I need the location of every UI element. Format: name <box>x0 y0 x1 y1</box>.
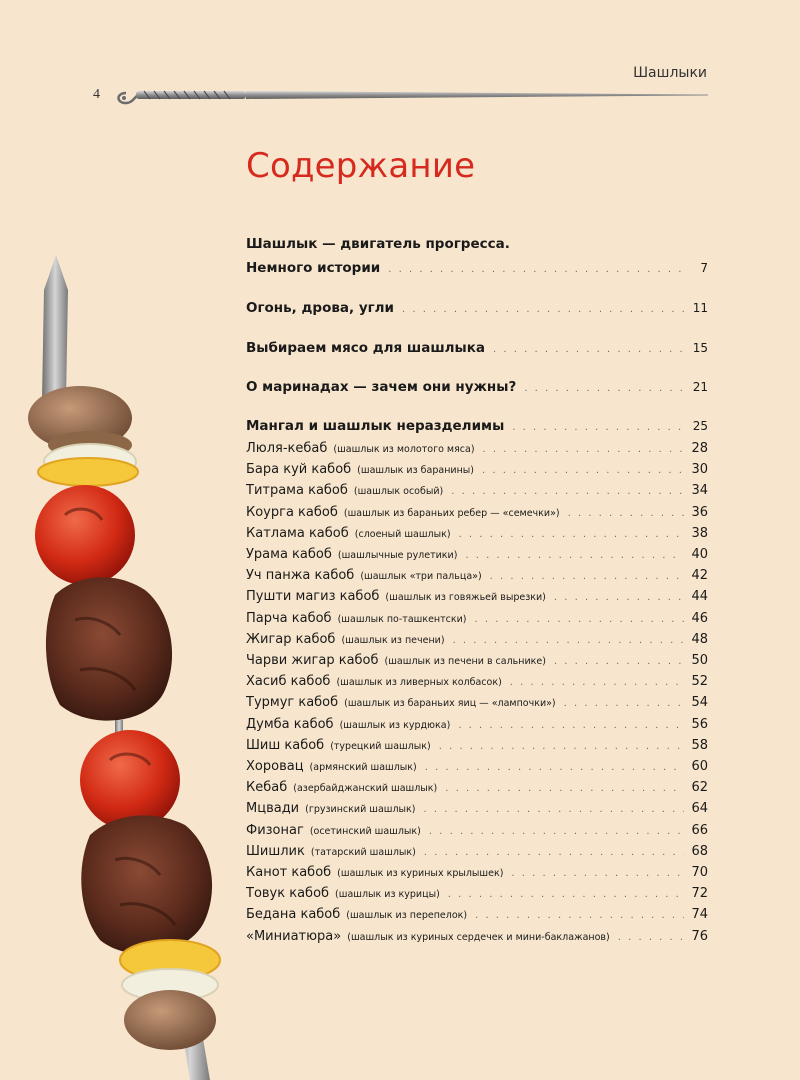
toc-entry-page: 68 <box>691 843 708 859</box>
toc-entry-subtitle: (шашлык из перепелок) <box>346 910 468 922</box>
toc-entry-subtitle: (шашлык «три пальца») <box>360 571 482 583</box>
toc-entry-subtitle: (шашлык из куриных сердечек и мини-баклажанов) <box>347 931 610 943</box>
leader-dots <box>425 762 684 773</box>
toc-entry[interactable] <box>246 886 708 901</box>
toc-entry-page: 58 <box>691 737 708 753</box>
toc-entry-name: Физонаг <box>246 822 304 838</box>
toc-entry-name: Катлама кабоб <box>246 525 349 541</box>
toc-entry[interactable] <box>246 568 708 583</box>
leader-dots <box>451 486 684 497</box>
toc-entry-page: 66 <box>691 822 708 838</box>
toc-entry[interactable] <box>246 526 708 541</box>
toc-entry-page: 40 <box>691 547 708 562</box>
toc-entry-name: Парча кабоб <box>246 610 332 626</box>
toc-main-entry[interactable] <box>246 300 708 316</box>
toc-entry-subtitle: (шашлык из куриных крылышек) <box>337 868 504 879</box>
leader-dots <box>458 720 684 731</box>
skewer-kebab-image <box>20 250 240 1080</box>
leader-dots <box>493 344 684 355</box>
toc-entry-name: Хасиб кабоб <box>246 674 331 690</box>
toc-main-entry[interactable] <box>246 340 708 356</box>
toc-entry-subtitle: (шашлык из курицы) <box>335 889 440 901</box>
toc-entry[interactable] <box>246 653 708 668</box>
toc-entry-page: 76 <box>691 928 708 944</box>
toc-entry[interactable] <box>246 929 708 944</box>
toc-entry-name: Немного истории <box>246 260 381 276</box>
toc-entry-name: Огонь, дрова, угли <box>246 300 395 316</box>
leader-dots <box>453 635 684 646</box>
toc-entry-name: Шишлик <box>246 843 305 859</box>
toc-entry[interactable] <box>246 441 708 456</box>
toc-entry[interactable] <box>246 780 708 795</box>
toc-entry-name: Уч панжа кабоб <box>246 568 355 584</box>
toc-entry-page: 56 <box>691 716 708 732</box>
toc-entry-name: Жигар кабоб <box>246 631 336 647</box>
toc-entry-page: 72 <box>691 886 708 902</box>
leader-dots <box>423 804 684 815</box>
toc-entry-subtitle: (шашлык из ливерных колбасок) <box>336 677 502 689</box>
toc-entry-name: Мангал и шашлык неразделимы <box>246 418 505 434</box>
leader-dots <box>388 264 684 275</box>
leader-dots <box>564 698 684 709</box>
toc-entry-subtitle: (армянский шашлык) <box>309 762 417 773</box>
leader-dots <box>510 677 684 688</box>
toc-entry-subtitle: (шашлык из молотого мяса) <box>333 444 475 455</box>
toc-entry-subtitle: (турецкий шашлык) <box>330 740 431 752</box>
toc-entry-name: Хоровац <box>246 759 304 774</box>
leader-dots <box>429 826 684 837</box>
toc-entry-name: Выбираем мясо для шашлыка <box>246 340 486 356</box>
leader-dots <box>448 889 684 900</box>
toc-entry[interactable] <box>246 823 708 838</box>
toc-entry-subtitle: (слоеный шашлык) <box>354 528 451 540</box>
toc-entry-page: 62 <box>691 780 708 796</box>
toc-entry-page: 46 <box>691 610 708 626</box>
toc-entry-name: Канот кабоб <box>246 865 332 880</box>
toc-entry[interactable] <box>246 844 708 859</box>
leader-dots <box>439 741 684 752</box>
toc-entry-subtitle: (шашлык из баранины) <box>357 465 474 477</box>
toc-entry-page: 30 <box>691 462 708 478</box>
leader-dots <box>568 508 684 519</box>
leader-dots <box>445 783 684 794</box>
toc-entry-name: Думба кабоб <box>246 716 334 732</box>
toc-entry-name: Кебаб <box>246 780 288 796</box>
toc-entry-name: Чарви жигар кабоб <box>246 653 379 668</box>
toc-entry[interactable] <box>246 738 708 753</box>
leader-dots <box>554 656 684 667</box>
toc-entry-page: 42 <box>691 568 708 584</box>
leader-dots <box>475 614 684 625</box>
toc-entry-page: 28 <box>691 441 708 456</box>
toc-entry-subtitle: (шашлык из печени) <box>341 634 445 646</box>
toc-entry-page: 38 <box>691 525 708 541</box>
toc-entry-name: Турмуг кабоб <box>246 695 339 711</box>
toc-entry-subtitle: (шашлык из бараньих ребер — «семечки») <box>343 507 560 519</box>
toc-entry-name: Мцвади <box>246 801 300 817</box>
toc-entry[interactable] <box>246 695 708 710</box>
leader-dots <box>402 304 684 315</box>
toc-entry-subtitle: (азербайджанский шашлык) <box>293 783 438 795</box>
toc-entry-subtitle: (грузинский шашлык) <box>305 804 416 816</box>
running-head: Шашлыки <box>633 65 707 81</box>
toc-entry-subtitle: (шашлык по-ташкентски) <box>337 613 467 625</box>
toc-entry-page: 34 <box>691 483 708 499</box>
toc-entry[interactable] <box>246 483 708 498</box>
toc-entry[interactable] <box>246 589 708 604</box>
toc-entry-name: Бедана кабоб <box>246 907 341 923</box>
toc-entry-name: Урама кабоб <box>246 547 332 562</box>
toc-entry[interactable] <box>246 717 708 732</box>
skewer-ornament-icon <box>112 80 712 110</box>
toc-main-entry[interactable] <box>246 379 708 395</box>
leader-dots <box>475 910 684 921</box>
toc-entry-subtitle: (шашлык из бараньих яиц — «лампочки») <box>344 698 556 710</box>
toc-entry-page: 7 <box>700 261 708 275</box>
toc-entry-subtitle: (татарский шашлык) <box>310 846 416 858</box>
toc-entry[interactable] <box>246 907 708 922</box>
toc-entry-subtitle: (шашлык из курдюка) <box>339 719 451 731</box>
toc-entry-page: 36 <box>691 504 708 520</box>
leader-dots <box>465 550 684 561</box>
leader-dots <box>554 592 684 603</box>
leader-dots <box>512 422 684 433</box>
toc-entry[interactable] <box>246 505 708 520</box>
page-title: Содержание <box>246 146 476 186</box>
leader-dots <box>618 932 684 943</box>
leader-dots <box>490 571 684 582</box>
leader-dots <box>459 529 684 540</box>
toc-entry-page: 11 <box>692 301 708 315</box>
toc-entry-name: Бара куй кабоб <box>246 462 352 478</box>
toc-entry[interactable] <box>246 801 708 816</box>
toc-entry-subtitle: (шашлычные рулетики) <box>337 550 458 561</box>
toc-entry-page: 70 <box>691 865 708 880</box>
toc-entry-name: Коурга кабоб <box>246 504 338 520</box>
page-number: 4 <box>93 87 100 102</box>
toc-entry[interactable] <box>246 865 708 880</box>
toc-entry-page: 74 <box>691 907 708 923</box>
toc-entry-page: 44 <box>691 589 708 605</box>
toc-entry-name: Титрама кабоб <box>246 483 348 499</box>
leader-dots <box>524 383 684 394</box>
toc-entry-name: «Миниатюра» <box>246 928 342 944</box>
toc-entry-subtitle: (шашлык из говяжьей вырезки) <box>385 592 546 604</box>
toc-entry-subtitle: (осетинский шашлык) <box>309 825 421 837</box>
toc-entry-page: 60 <box>691 759 708 774</box>
toc-entry-page: 15 <box>692 341 708 355</box>
toc-entry-subtitle: (шашлык из печени в сальнике) <box>384 656 546 667</box>
toc-entry-page: 25 <box>692 419 708 433</box>
toc-entry[interactable] <box>246 674 708 689</box>
toc-entry-page: 48 <box>691 631 708 647</box>
toc-main-entry[interactable] <box>246 260 708 276</box>
toc-entry-name: О маринадах — зачем они нужны? <box>246 379 517 395</box>
toc-entry-name: Пушти магиз кабоб <box>246 589 380 605</box>
toc-entry[interactable] <box>246 547 708 562</box>
toc-entry-name: Шиш кабоб <box>246 737 325 753</box>
leader-dots <box>424 847 684 858</box>
toc-entry[interactable] <box>246 632 708 647</box>
toc-entry[interactable] <box>246 462 708 477</box>
toc-entry-name: Товук кабоб <box>246 886 330 902</box>
toc-main-entry-1-line1: Шашлык — двигатель прогресса. <box>246 236 510 252</box>
toc-entry-page: 21 <box>692 380 708 394</box>
toc-entry[interactable] <box>246 759 708 774</box>
toc-main-entry[interactable] <box>246 418 708 434</box>
toc-entry-page: 54 <box>691 695 708 711</box>
toc-entry-page: 64 <box>691 801 708 817</box>
leader-dots <box>511 868 684 879</box>
toc-entry-page: 50 <box>691 653 708 668</box>
toc-entry-subtitle: (шашлык особый) <box>353 486 444 498</box>
toc-entry-name: Люля-кебаб <box>246 441 328 456</box>
leader-dots <box>483 444 684 455</box>
leader-dots <box>482 465 684 476</box>
toc-entry-page: 52 <box>691 674 708 690</box>
toc-entry[interactable] <box>246 611 708 626</box>
